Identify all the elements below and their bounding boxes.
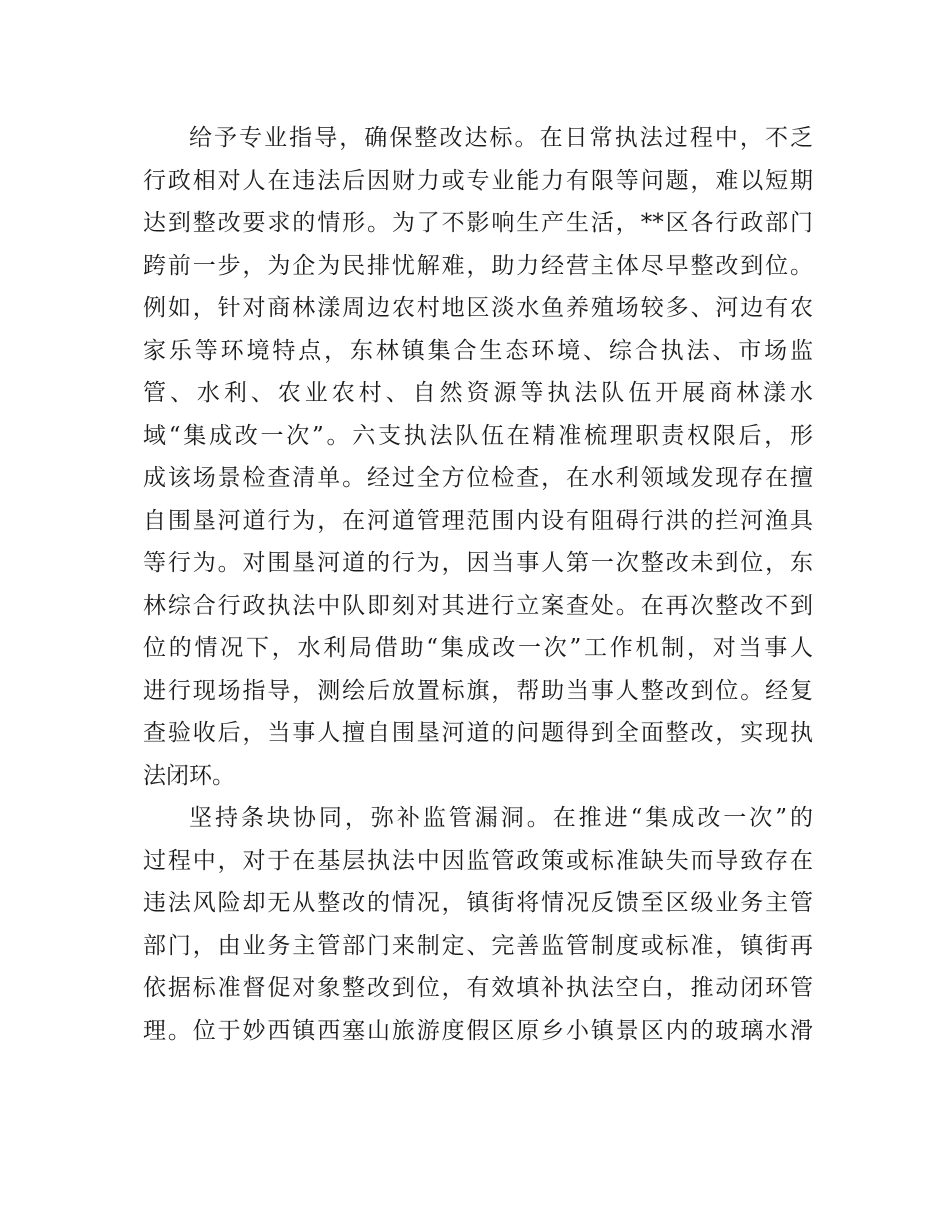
paragraph-professional-guidance <box>143 117 813 797</box>
text-line: 理。位于妙西镇西塞山旅游度假区原乡小镇景区内的玻璃水滑 <box>143 1017 813 1044</box>
text-line: 自围垦河道行为，在河道管理范围内设有阻碍行洪的拦河渔具 <box>143 507 813 534</box>
text-line: 坚持条块协同，弥补监管漏洞。在推进“集成改一次”的 <box>189 805 813 831</box>
text-line: 部门，由业务主管部门来制定、完善监管制度或标准，镇街再 <box>143 932 813 959</box>
text-line: 给予专业指导，确保整改达标。在日常执法过程中，不乏 <box>189 125 813 151</box>
text-line: 位的情况下，水利局借助“集成改一次”工作机制，对当事人 <box>143 635 813 661</box>
text-line: 跨前一步，为企为民排忧解难，助力经营主体尽早整改到位。 <box>143 252 813 279</box>
text-line: 等行为。对围垦河道的行为，因当事人第一次整改未到位，东 <box>143 550 813 576</box>
text-line: 家乐等环境特点，东林镇集合生态环境、综合执法、市场监 <box>143 337 813 364</box>
text-line: 成该场景检查清单。经过全方位检查，在水利领域发现存在擅 <box>143 465 813 491</box>
text-line: 林综合行政执法中队即刻对其进行立案查处。在再次整改不到 <box>143 592 813 619</box>
text-line: 查验收后，当事人擅自围垦河道的问题得到全面整改，实现执 <box>143 720 813 746</box>
text-line: 域“集成改一次”。六支执法队伍在精准梳理职责权限后，形 <box>143 422 813 449</box>
text-line: 依据标准督促对象整改到位，有效填补执法空白，推动闭环管 <box>143 975 813 1001</box>
text-line: 违法风险却无从整改的情况，镇街将情况反馈至区级业务主管 <box>143 890 813 916</box>
text-line: 行政相对人在违法后因财力或专业能力有限等问题，难以短期 <box>143 167 813 194</box>
paragraph-coordination <box>143 797 813 1052</box>
text-line: 达到整改要求的情形。为了不影响生产生活，**区各行政部门 <box>143 210 813 236</box>
text-line: 法闭环。 <box>143 762 235 789</box>
text-line: 过程中，对于在基层执法中因监管政策或标准缺失而导致存在 <box>143 847 813 874</box>
text-line: 例如，针对商林漾周边农村地区淡水鱼养殖场较多、河边有农 <box>143 295 813 321</box>
text-line: 管、水利、农业农村、自然资源等执法队伍开展商林漾水 <box>143 380 813 406</box>
text-line: 进行现场指导，测绘后放置标旗，帮助当事人整改到位。经复 <box>143 677 813 704</box>
